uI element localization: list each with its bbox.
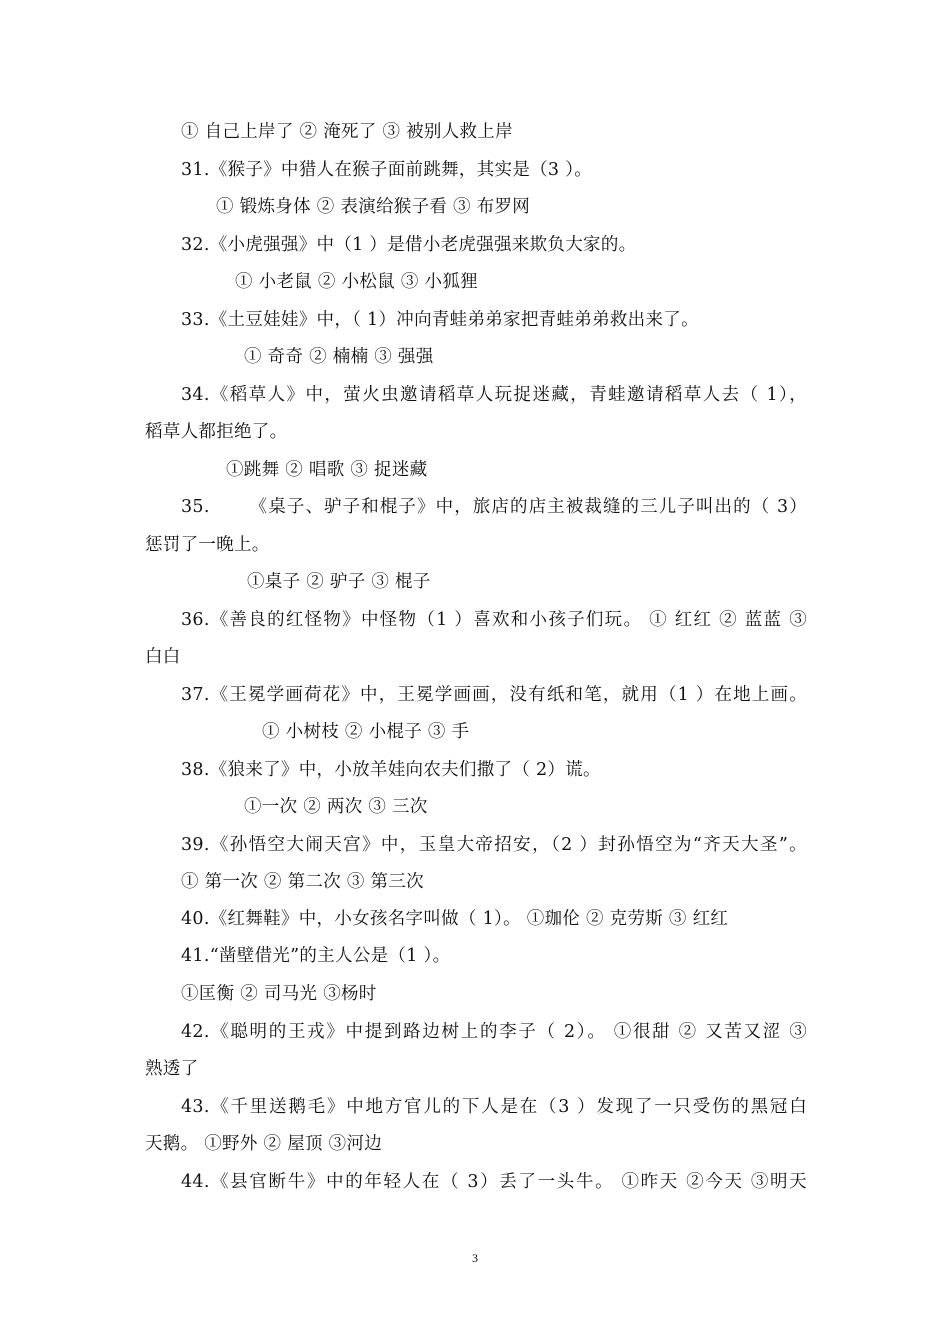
text-line: 44.《县官断牛》中的年轻人在（ 3）丢了一头牛。 ①昨天 ②今天 ③明天 <box>181 1172 807 1192</box>
text-line: 34.《稻草人》中，萤火虫邀请稻草人玩捉迷藏，青蛙邀请稻草人去（ 1）， <box>181 385 807 405</box>
text-line: 36.《善良的红怪物》中怪物（1 ）喜欢和小孩子们玩。 ① 红红 ② 蓝蓝 ③ <box>181 610 807 630</box>
text-line: 35. 《桌子、驴子和棍子》中，旅店的店主被裁缝的三儿子叫出的（ 3） <box>181 497 807 517</box>
text-line: 41.“凿壁借光”的主人公是（1 ）。 <box>181 946 451 966</box>
text-line: ① 第一次 ② 第二次 ③ 第三次 <box>181 872 424 892</box>
text-line: 32.《小虎强强》中（1 ）是借小老虎强强来欺负大家的。 <box>181 235 637 255</box>
text-line: ① 小老鼠 ② 小松鼠 ③ 小狐狸 <box>235 272 478 292</box>
text-line: ① 锻炼身体 ② 表演给猴子看 ③ 布罗网 <box>216 197 531 217</box>
text-line: 33.《土豆娃娃》中，（ 1）冲向青蛙弟弟家把青蛙弟弟救出来了。 <box>181 310 699 330</box>
text-line: 白白 <box>145 647 181 667</box>
text-line: 39.《孙悟空大闹天宫》中，玉皇大帝招安，（2 ）封孙悟空为“齐天大圣”。 <box>181 835 807 855</box>
text-line: 37.《王冕学画荷花》中，王冕学画画，没有纸和笔，就用（1 ）在地上画。 <box>181 685 807 705</box>
text-line: 惩罚了一晚上。 <box>145 535 270 555</box>
text-line: ① 自己上岸了 ② 淹死了 ③ 被别人救上岸 <box>181 122 513 142</box>
text-line: 43.《千里送鹅毛》中地方官儿的下人是在（3 ）发现了一只受伤的黑冠白 <box>181 1097 807 1117</box>
text-line: ①一次 ② 两次 ③ 三次 <box>244 797 428 817</box>
text-line: ①跳舞 ② 唱歌 ③ 捉迷藏 <box>226 460 428 480</box>
text-line: 天鹅。 ①野外 ② 屋顶 ③河边 <box>145 1134 383 1154</box>
page-number: 3 <box>472 1251 478 1265</box>
text-line: 42.《聪明的王戎》中提到路边树上的李子（ 2）。 ①很甜 ② 又苦又涩 ③ <box>181 1022 807 1042</box>
text-line: ① 奇奇 ② 楠楠 ③ 强强 <box>244 347 434 367</box>
text-line: 稻草人都拒绝了。 <box>145 422 288 442</box>
text-line: ① 小树枝 ② 小棍子 ③ 手 <box>262 722 470 742</box>
text-line: ①桌子 ② 驴子 ③ 棍子 <box>247 572 431 592</box>
text-line: ①匡衡 ② 司马光 ③杨时 <box>181 984 377 1004</box>
text-line: 38.《狼来了》中，小放羊娃向农夫们撒了（ 2）谎。 <box>181 760 601 780</box>
text-line: 31.《猴子》中猎人在猴子面前跳舞，其实是（3 ）。 <box>181 160 593 180</box>
text-line: 熟透了 <box>145 1059 199 1079</box>
text-line: 40.《红舞鞋》中，小女孩名字叫做（ 1）。 ①珈伦 ② 克劳斯 ③ 红红 <box>181 909 729 929</box>
